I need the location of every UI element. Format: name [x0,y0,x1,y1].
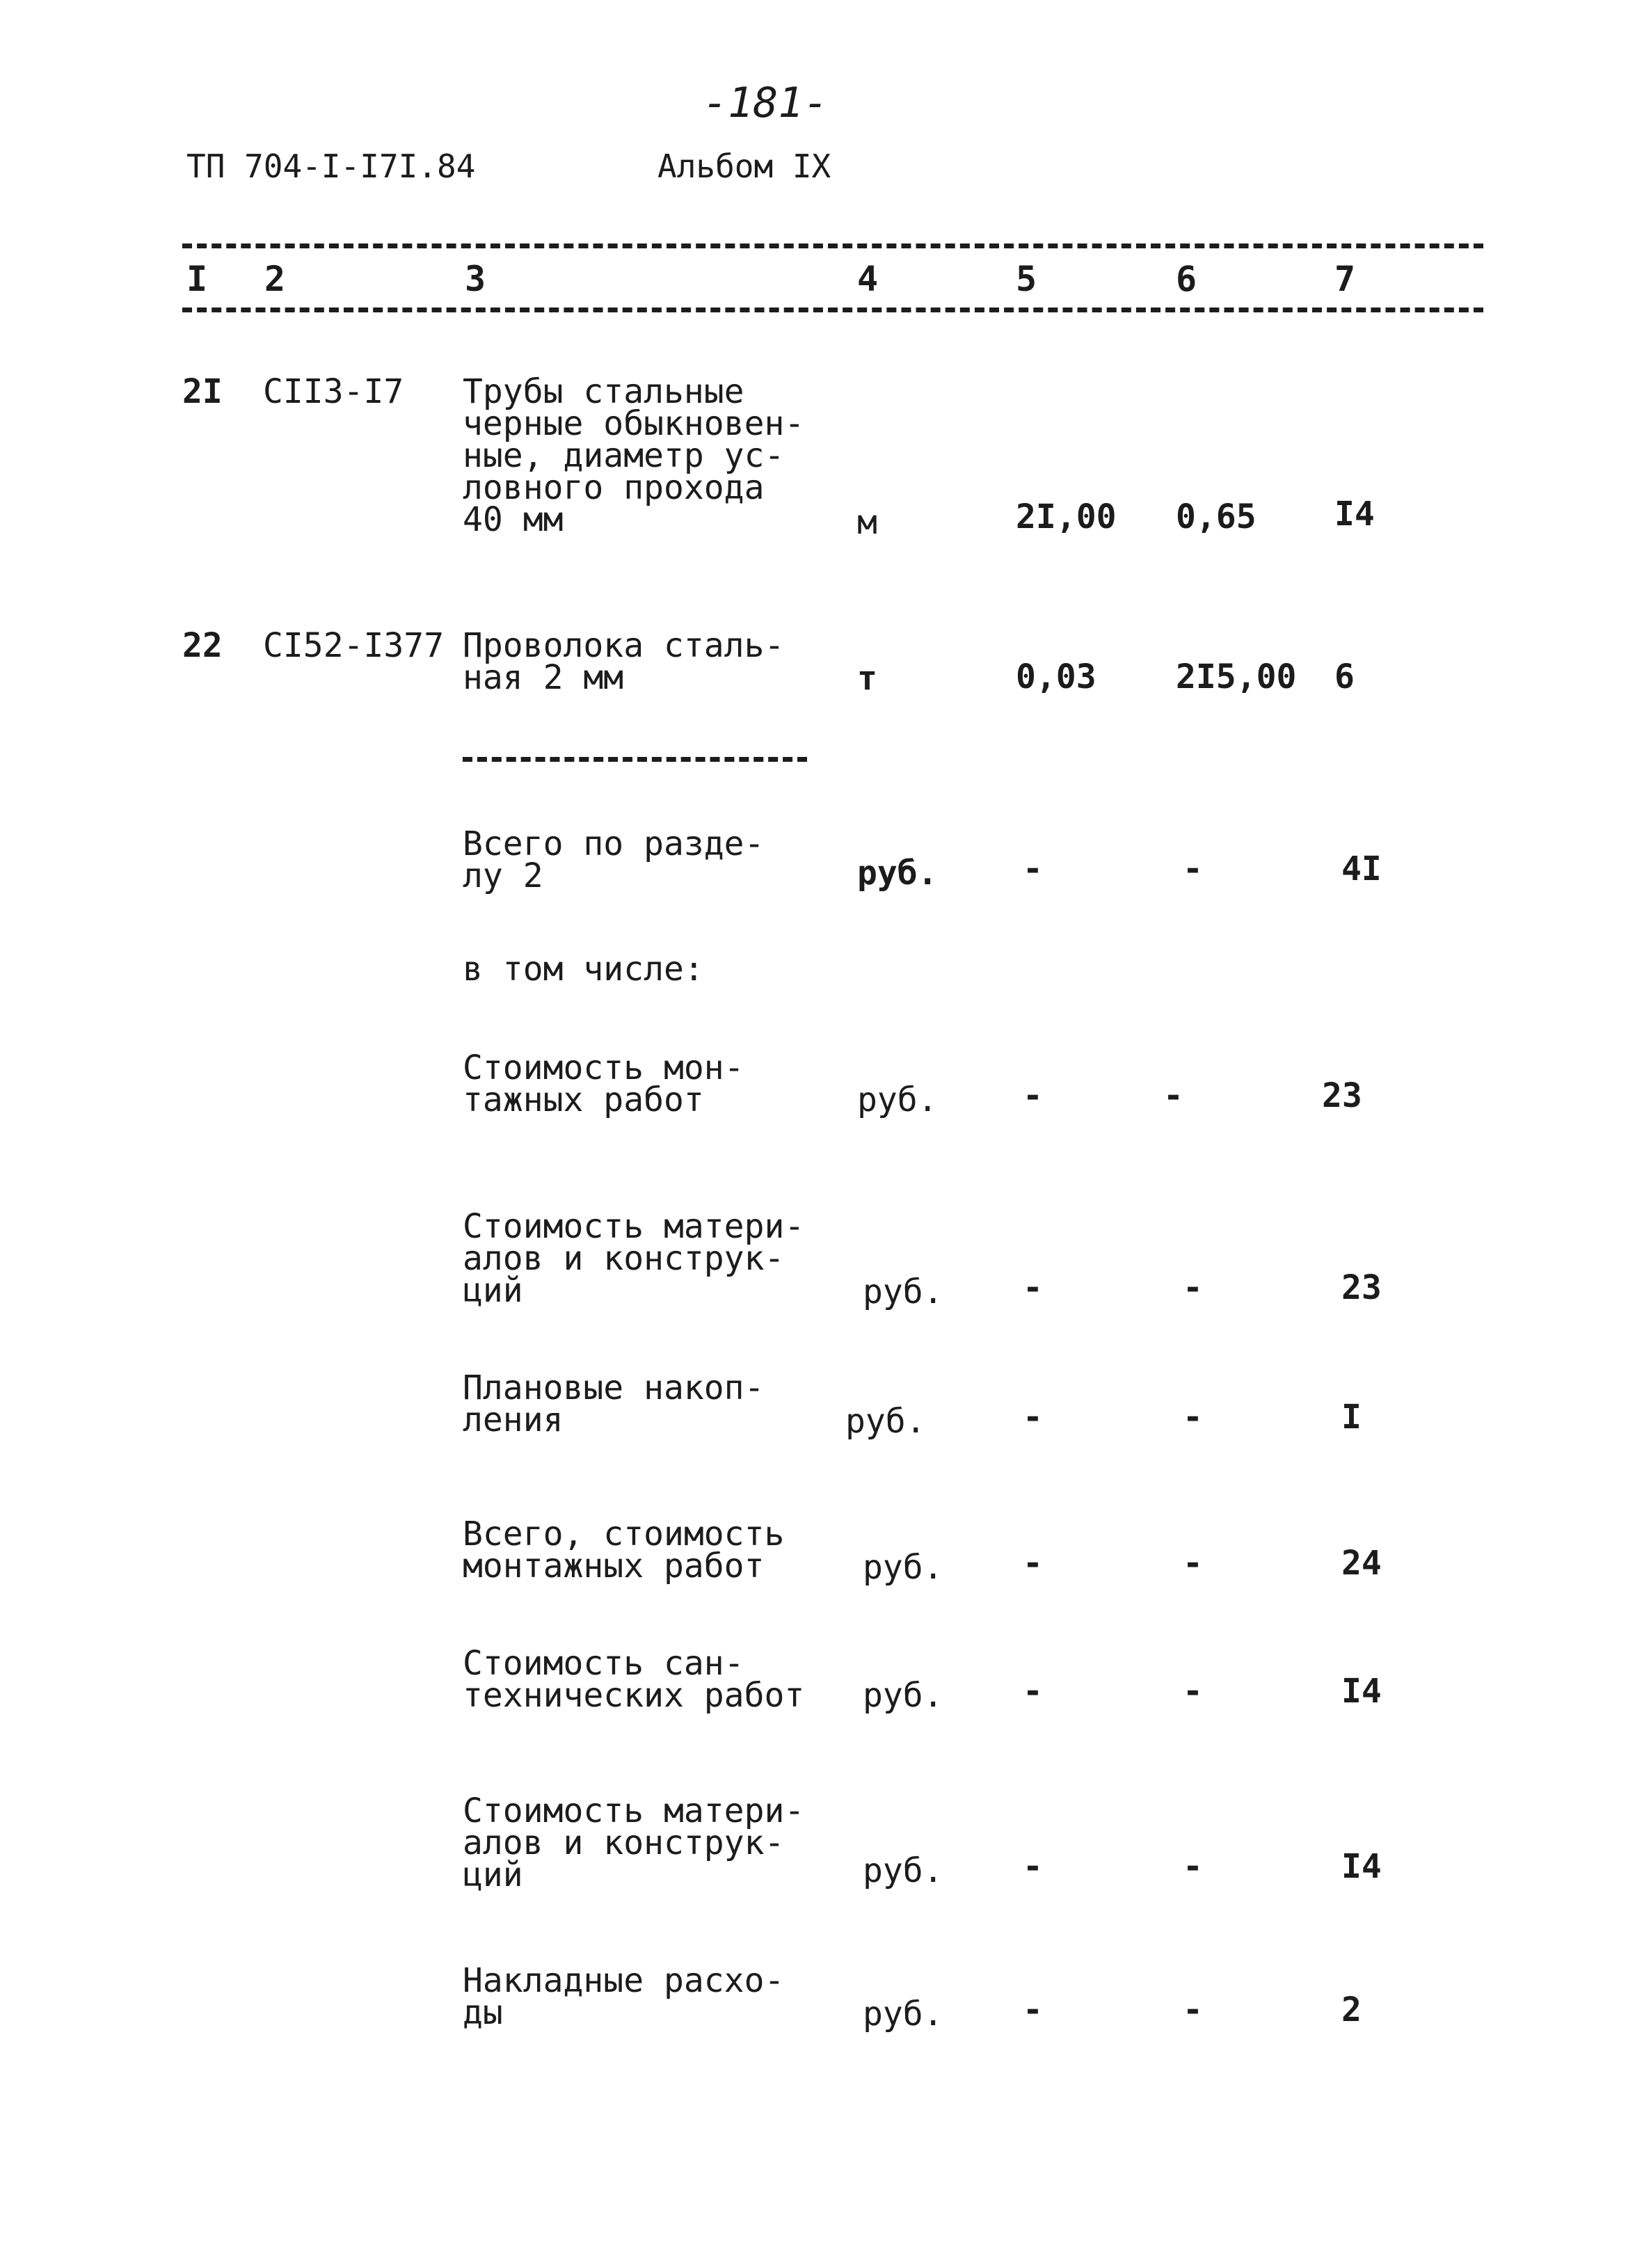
row-number: 22 [182,626,223,665]
price-code: CII3-I7 [263,372,404,411]
summary-description: Стоимость матери- алов и конструк- ций [463,1791,805,1894]
header-top-rule [182,243,1483,248]
summary-quantity: - [1023,1990,1043,2029]
summary-quantity: - [1023,1268,1043,1307]
summary-price: - [1183,849,1203,888]
summary-quantity: - [1023,1672,1043,1711]
summary-cost: I4 [1341,1847,1382,1886]
unit-price: 0,65 [1176,497,1257,536]
column-header-4: 4 [857,259,879,299]
summary-description: Стоимость сан- технических работ [463,1644,805,1715]
summary-price: - [1183,1990,1203,2029]
summary-cost: 24 [1341,1544,1382,1583]
unit: т [857,659,877,698]
summary-cost: 23 [1341,1268,1382,1307]
summary-quantity: - [1023,1076,1043,1115]
total-cost: 6 [1334,657,1355,696]
page-number: -181- [703,79,829,127]
unit: м [857,503,877,542]
summary-description: Стоимость матери- алов и конструк- ций [463,1207,805,1310]
item-description: Проволока сталь- ная 2 мм [463,626,785,697]
summary-price: - [1183,1398,1203,1437]
summary-price: - [1183,1268,1203,1307]
summary-description: Плановые накоп- ления [463,1368,765,1439]
summary-cost: I4 [1341,1672,1382,1711]
summary-price: - [1183,1847,1203,1886]
summary-description: Всего, стоимость монтажных работ [463,1515,785,1586]
summary-cost: 4I [1341,849,1382,888]
summary-quantity: - [1023,1847,1043,1886]
summary-quantity: - [1023,1544,1043,1583]
summary-unit: руб. [863,1851,943,1890]
column-header-2: 2 [264,259,286,299]
summary-price: - [1163,1076,1183,1115]
summary-description: в том числе: [463,950,704,989]
summary-unit: руб. [857,1080,938,1119]
summary-description: Накладные расхо- ды [463,1961,785,2032]
item-description: Трубы стальные черные обыкновен- ные, диаметр ус- ловного прохода 40 мм [463,372,805,539]
column-header-6: 6 [1176,259,1197,299]
summary-description: Стоимость мон- тажных работ [463,1048,744,1119]
summary-quantity: - [1023,1398,1043,1437]
total-cost: I4 [1334,495,1375,534]
summary-description: Всего по разде- лу 2 [463,824,765,895]
header-bottom-rule [182,308,1483,312]
column-header-1: I [186,259,208,299]
unit-price: 2I5,00 [1176,657,1297,696]
summary-cost: 23 [1322,1076,1362,1115]
summary-unit: руб. [863,1548,943,1587]
summary-quantity: - [1023,849,1043,888]
section-divider [463,757,807,762]
summary-unit: руб. [863,1272,943,1311]
summary-cost: I [1341,1398,1362,1437]
column-header-7: 7 [1334,259,1356,299]
summary-price: - [1183,1544,1203,1583]
row-number: 2I [182,372,223,411]
album-title: Альбом IX [657,147,831,185]
summary-unit: руб. [863,1676,943,1715]
column-header-3: 3 [465,259,486,299]
quantity: 0,03 [1016,657,1096,696]
column-header-5: 5 [1016,259,1037,299]
document-code: ТП 704-I-I7I.84 [186,147,476,185]
price-code: CI52-I377 [263,626,445,665]
summary-unit: руб. [857,854,938,893]
summary-unit: руб. [863,1995,943,2034]
summary-price: - [1183,1672,1203,1711]
quantity: 2I,00 [1016,497,1117,536]
summary-unit: руб. [845,1402,926,1441]
summary-cost: 2 [1341,1990,1362,2029]
